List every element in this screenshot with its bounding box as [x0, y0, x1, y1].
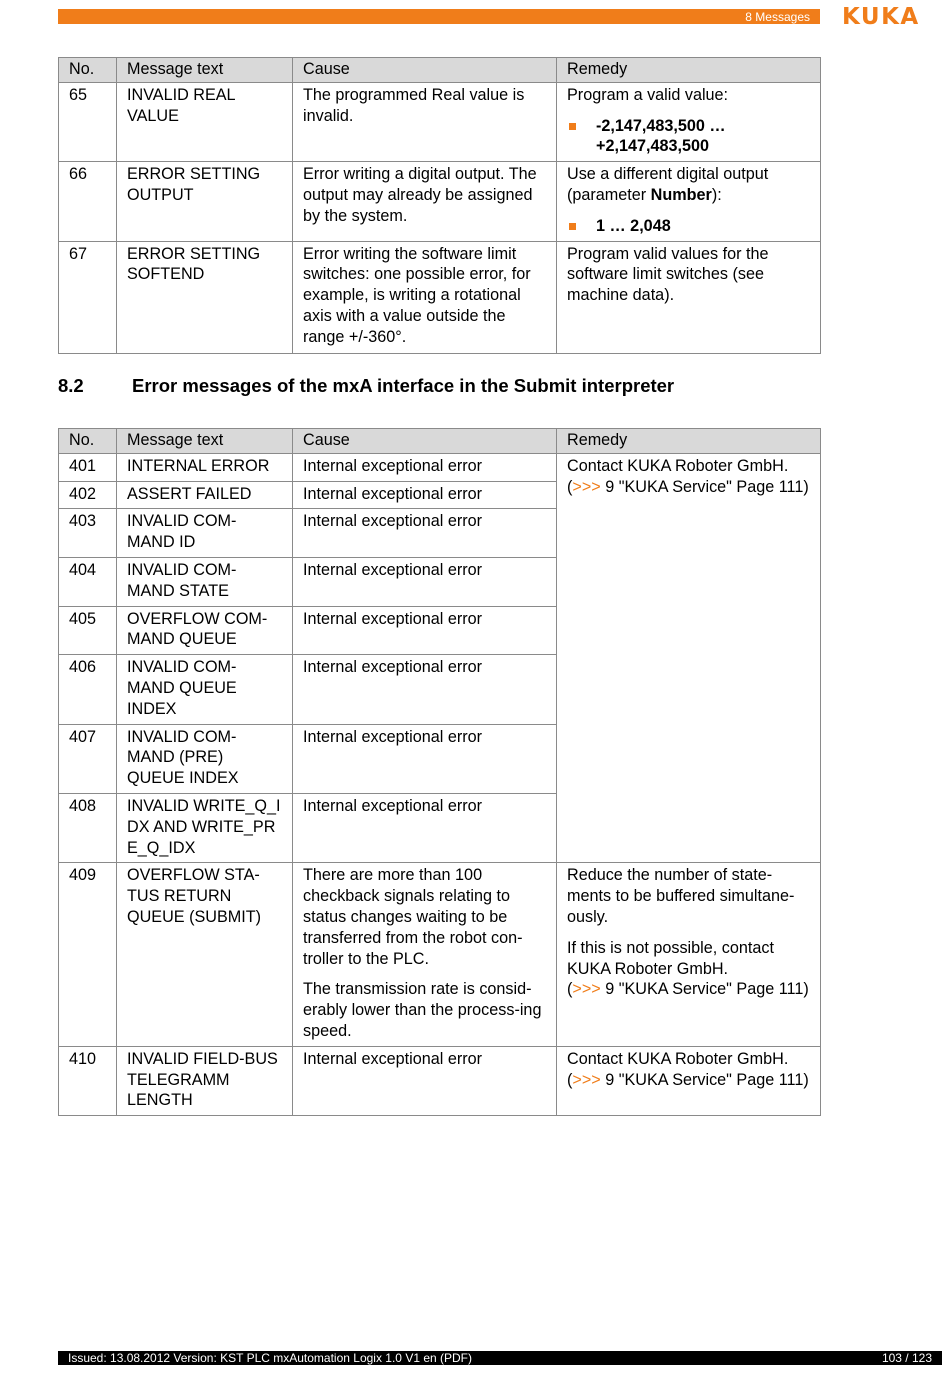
table-row	[59, 82, 821, 161]
cause-text: The transmission rate is consid-erably lower than the process-ing speed.	[303, 980, 542, 1040]
section-number: 8.2	[58, 375, 84, 396]
cell-cause: Internal exceptional error	[293, 481, 557, 509]
col-header-cause: Cause	[293, 58, 557, 83]
parameter-name: Number	[650, 185, 712, 204]
remedy-reference: (>>> 9 "KUKA Service" Page 111)	[567, 477, 809, 496]
cell-cause: Internal exceptional error	[293, 509, 557, 558]
value-range-bullet: -2,147,483,500 … +2,147,483,500	[567, 116, 812, 158]
cell-remedy	[557, 1046, 821, 1115]
cell-message: INVALID COM-MAND ID	[117, 509, 293, 558]
cell-message: INVALID REAL VALUE	[117, 82, 293, 161]
cell-message: INVALID WRITE_Q_IDX AND WRITE_PRE_Q_IDX	[117, 793, 293, 862]
page-number: 103 / 123	[881, 1351, 932, 1365]
remedy-reference: (>>> 9 "KUKA Service" Page 111)	[567, 1070, 809, 1089]
section-heading	[58, 374, 820, 398]
cell-cause: Internal exceptional error	[293, 1046, 557, 1115]
cell-remedy	[557, 82, 821, 161]
page-footer	[58, 1351, 942, 1365]
cell-remedy	[557, 162, 821, 241]
chapter-label: 8 Messages	[745, 10, 810, 24]
section-title: Error messages of the mxA interface in the Submit interpreter	[132, 375, 675, 396]
cell-cause: Internal exceptional error	[293, 793, 557, 862]
cell-cause: Internal exceptional error	[293, 655, 557, 724]
cell-message: INVALID COM-MAND STATE	[117, 557, 293, 606]
cell-remedy	[557, 863, 821, 1046]
remedy-text: Contact KUKA Roboter GmbH.	[567, 1049, 789, 1068]
service-reference-link[interactable]: 9 "KUKA Service" Page 111)	[600, 477, 809, 496]
col-header-remedy: Remedy	[557, 429, 821, 454]
table-row	[59, 863, 821, 1046]
cell-cause: Internal exceptional error	[293, 724, 557, 793]
cell-remedy	[557, 453, 821, 863]
cell-no: 65	[59, 82, 117, 161]
table-header-row	[59, 58, 821, 83]
cell-cause: Internal exceptional error	[293, 606, 557, 655]
cell-message: OVERFLOW STA-TUS RETURN QUEUE (SUBMIT)	[117, 863, 293, 1046]
cell-no: 407	[59, 724, 117, 793]
service-reference-link[interactable]: 9 "KUKA Service" Page 111)	[600, 980, 809, 999]
cell-message: ERROR SETTING OUTPUT	[117, 162, 293, 241]
cell-no: 66	[59, 162, 117, 241]
cross-reference-arrow: >>>	[572, 1070, 601, 1089]
col-header-remedy: Remedy	[557, 58, 821, 83]
table-header-row	[59, 429, 821, 454]
cell-no: 410	[59, 1046, 117, 1115]
cell-message: OVERFLOW COM-MAND QUEUE	[117, 606, 293, 655]
value-range-bullet: 1 … 2,048	[567, 216, 812, 237]
remedy-text: Reduce the number of state-ments to be buffered simultane-ously.	[567, 866, 795, 926]
cross-reference-arrow: >>>	[572, 477, 601, 496]
messages-table-1	[58, 57, 821, 354]
service-reference-link[interactable]: 9 "KUKA Service" Page 111)	[600, 1070, 809, 1089]
cell-no: 401	[59, 453, 117, 481]
cell-no: 67	[59, 241, 117, 353]
cell-remedy: Program valid values for the software limit switches (see machine data).	[557, 241, 821, 353]
cell-message: ASSERT FAILED	[117, 481, 293, 509]
kuka-logo: KUKA	[842, 4, 920, 30]
cell-cause: Error writing a digital output. The output may already be assigned by the system.	[293, 162, 557, 241]
col-header-no: No.	[59, 429, 117, 454]
cross-reference-arrow: >>>	[572, 980, 601, 999]
col-header-message: Message text	[117, 429, 293, 454]
cell-no: 409	[59, 863, 117, 1046]
cell-cause: Error writing the software limit switches: one possible error, for example, is writing a rotational axis with a value outside the range +/-360°.	[293, 241, 557, 353]
cell-cause	[293, 863, 557, 1046]
remedy-text: Use a different digital output (parameter Number):	[567, 165, 769, 204]
cause-text: There are more than 100 checkback signals relating to status changes waiting to be transferred from the robot con-troller to the PLC.	[303, 866, 523, 968]
remedy-text: Contact KUKA Roboter GmbH.	[567, 456, 789, 475]
cell-cause: Internal exceptional error	[293, 453, 557, 481]
cell-no: 402	[59, 481, 117, 509]
cell-no: 406	[59, 655, 117, 724]
remedy-text: If this is not possible, contact KUKA Roboter GmbH.	[567, 938, 774, 978]
table-row	[59, 453, 821, 481]
cell-cause: Internal exceptional error	[293, 557, 557, 606]
cell-message: INVALID COM-MAND QUEUE INDEX	[117, 655, 293, 724]
cell-message: ERROR SETTING SOFTEND	[117, 241, 293, 353]
cell-no: 404	[59, 557, 117, 606]
col-header-no: No.	[59, 58, 117, 83]
table-row	[59, 1046, 821, 1115]
cell-message: INTERNAL ERROR	[117, 453, 293, 481]
header-bar	[58, 9, 820, 24]
remedy-reference: (>>> 9 "KUKA Service" Page 111)	[567, 980, 809, 999]
table-row	[59, 162, 821, 241]
messages-table-2	[58, 428, 821, 1116]
remedy-text: Program a valid value:	[567, 85, 729, 104]
cell-message: INVALID COM-MAND (PRE) QUEUE INDEX	[117, 724, 293, 793]
cell-no: 408	[59, 793, 117, 862]
cell-no: 403	[59, 509, 117, 558]
cell-no: 405	[59, 606, 117, 655]
table-row	[59, 241, 821, 353]
issue-info: Issued: 13.08.2012 Version: KST PLC mxAutomation Logix 1.0 V1 en (PDF)	[68, 1351, 472, 1365]
col-header-cause: Cause	[293, 429, 557, 454]
cell-cause: The programmed Real value is invalid.	[293, 82, 557, 161]
cell-message: INVALID FIELD-BUS TELEGRAMM LENGTH	[117, 1046, 293, 1115]
col-header-message: Message text	[117, 58, 293, 83]
